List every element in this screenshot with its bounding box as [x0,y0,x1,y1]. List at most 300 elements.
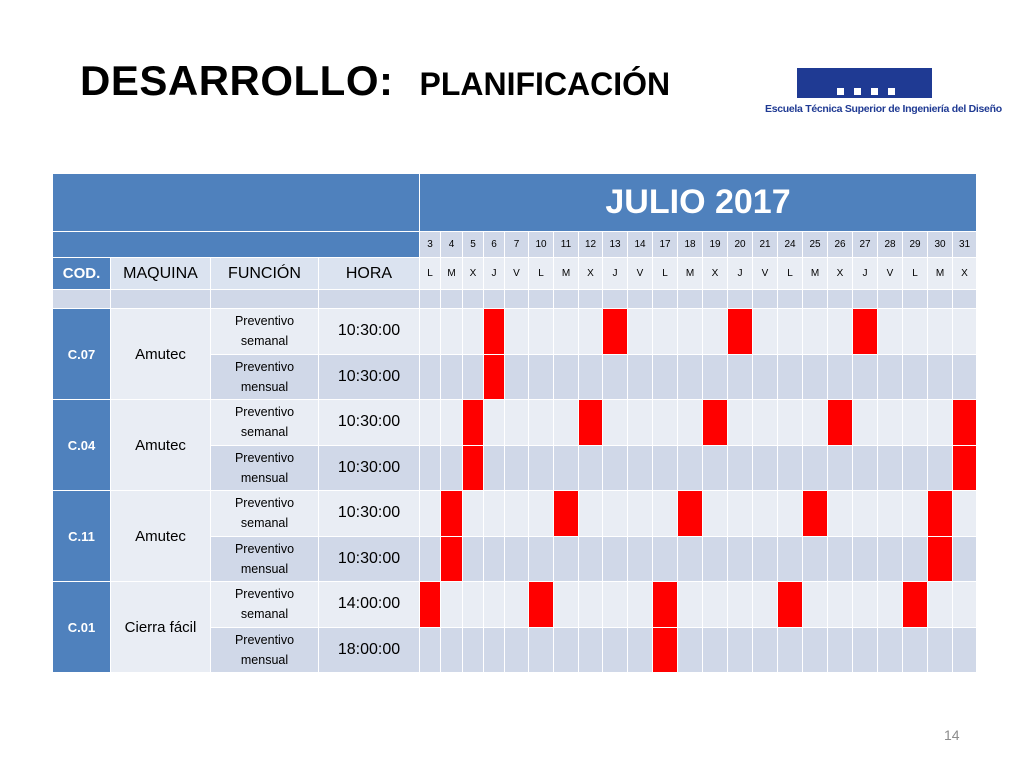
day-cell [678,445,703,491]
time-cell: 10:30:00 [319,491,420,537]
scheduled-day-cell [441,536,463,582]
day-cell [828,627,853,673]
scheduled-day-cell [653,627,678,673]
day-cell [603,536,628,582]
machine-name: Amutec [111,491,211,582]
spacer-cell [579,290,603,309]
machine-code: C.07 [53,309,111,400]
day-cell [928,627,953,673]
day-cell [928,400,953,446]
weekday-letter: X [463,258,484,290]
day-cell [703,627,728,673]
column-header-row [53,258,977,290]
time-cell: 10:30:00 [319,354,420,400]
day-cell [878,445,903,491]
spacer-cell [653,290,678,309]
day-cell [420,400,441,446]
spacer-cell [728,290,753,309]
spacer-cell [678,290,703,309]
day-cell [505,582,529,628]
machine-name: Cierra fácil [111,582,211,673]
header-blank-cell [53,174,420,232]
day-number: 31 [953,232,977,258]
spacer-cell [441,290,463,309]
spacer-cell [778,290,803,309]
day-cell [420,536,441,582]
scheduled-day-cell [828,400,853,446]
day-cell [803,309,828,355]
day-cell [420,445,441,491]
machine-code: C.04 [53,400,111,491]
spacer-cell [703,290,728,309]
day-cell [728,445,753,491]
day-cell [678,582,703,628]
scheduled-day-cell [778,582,803,628]
function-cell: Preventivo mensual [211,536,319,582]
day-cell [463,536,484,582]
day-cell [828,354,853,400]
day-cell [778,491,803,537]
title-main: DESARROLLO: [80,57,394,104]
day-number: 11 [554,232,579,258]
day-cell [441,354,463,400]
schedule-row [53,582,977,628]
scheduled-day-cell [953,400,977,446]
day-cell [703,491,728,537]
day-cell [953,627,977,673]
day-cell [803,627,828,673]
day-cell [554,445,579,491]
day-cell [878,582,903,628]
day-cell [678,400,703,446]
day-cell [628,445,653,491]
day-cell [703,445,728,491]
scheduled-day-cell [703,400,728,446]
time-cell: 10:30:00 [319,400,420,446]
day-cell [953,309,977,355]
spacer-cell [111,290,211,309]
day-cell [803,582,828,628]
day-cell [628,627,653,673]
scheduled-day-cell [463,445,484,491]
spacer-cell [529,290,554,309]
day-cell [505,400,529,446]
day-number: 28 [878,232,903,258]
function-cell: Preventivo mensual [211,445,319,491]
weekday-letter: M [928,258,953,290]
day-cell [778,536,803,582]
day-cell [529,627,554,673]
day-cell [529,536,554,582]
function-cell: Preventivo semanal [211,582,319,628]
day-cell [463,354,484,400]
day-cell [653,445,678,491]
maintenance-schedule-table [52,173,977,673]
day-cell [753,400,778,446]
day-cell [505,491,529,537]
maquina-header: MAQUINA [111,258,211,290]
scheduled-day-cell [603,309,628,355]
day-cell [753,627,778,673]
spacer-cell [603,290,628,309]
day-cell [579,627,603,673]
day-cell [728,491,753,537]
day-cell [678,354,703,400]
logo-text: Escuela Técnica Superior de Ingeniería del Diseño [765,103,1002,115]
spacer-cell [505,290,529,309]
weekday-letter: X [579,258,603,290]
day-cell [853,582,878,628]
day-cell [703,354,728,400]
spacer-cell [628,290,653,309]
weekday-letter: J [853,258,878,290]
day-cell [778,400,803,446]
function-cell: Preventivo mensual [211,627,319,673]
day-number: 24 [778,232,803,258]
day-number: 6 [484,232,505,258]
day-cell [628,309,653,355]
scheduled-day-cell [953,445,977,491]
weekday-letter: L [653,258,678,290]
machine-code: C.01 [53,582,111,673]
day-cell [529,354,554,400]
day-number: 19 [703,232,728,258]
scheduled-day-cell [653,582,678,628]
spacer-cell [484,290,505,309]
day-cell [878,536,903,582]
function-cell: Preventivo mensual [211,354,319,400]
day-cell [529,309,554,355]
day-cell [853,400,878,446]
weekday-letter: M [441,258,463,290]
machine-name: Amutec [111,309,211,400]
day-cell [554,536,579,582]
weekday-letter: X [828,258,853,290]
day-cell [903,309,928,355]
day-cell [753,536,778,582]
weekday-letter: V [505,258,529,290]
day-cell [778,309,803,355]
day-cell [953,582,977,628]
spacer-row [53,290,977,309]
day-cell [441,400,463,446]
scheduled-day-cell [728,309,753,355]
scheduled-day-cell [484,309,505,355]
spacer-cell [928,290,953,309]
weekday-letter: X [703,258,728,290]
logo-building-mark [797,68,932,98]
day-cell [653,354,678,400]
day-cell [554,309,579,355]
day-number: 30 [928,232,953,258]
day-cell [878,627,903,673]
spacer-cell [463,290,484,309]
day-cell [828,445,853,491]
day-number: 12 [579,232,603,258]
weekday-letter: M [678,258,703,290]
day-cell [678,309,703,355]
day-cell [420,627,441,673]
slide-title [80,57,671,104]
day-cell [903,536,928,582]
day-number: 3 [420,232,441,258]
day-cell [505,445,529,491]
day-cell [579,536,603,582]
day-cell [878,354,903,400]
day-number: 26 [828,232,853,258]
day-cell [529,445,554,491]
day-cell [728,354,753,400]
day-cell [753,445,778,491]
cod-header: COD. [53,258,111,290]
day-cell [753,354,778,400]
day-number: 27 [853,232,878,258]
scheduled-day-cell [803,491,828,537]
weekday-letter: J [603,258,628,290]
scheduled-day-cell [928,491,953,537]
day-cell [484,627,505,673]
spacer-cell [853,290,878,309]
day-cell [953,536,977,582]
day-cell [728,536,753,582]
day-cell [529,491,554,537]
scheduled-day-cell [420,582,441,628]
day-cell [505,309,529,355]
day-cell [554,627,579,673]
day-cell [928,354,953,400]
day-cell [828,582,853,628]
day-cell [803,354,828,400]
day-cell [628,354,653,400]
day-cell [603,491,628,537]
scheduled-day-cell [579,400,603,446]
day-cell [803,536,828,582]
day-cell [853,354,878,400]
spacer-cell [803,290,828,309]
day-cell [603,582,628,628]
day-cell [603,627,628,673]
day-cell [579,309,603,355]
weekday-letter: L [903,258,928,290]
day-cell [903,354,928,400]
day-cell [878,309,903,355]
day-cell [903,400,928,446]
day-number: 25 [803,232,828,258]
day-cell [903,627,928,673]
machine-code: C.11 [53,491,111,582]
weekday-letter: L [420,258,441,290]
day-cell [728,627,753,673]
day-cell [463,309,484,355]
weekday-letter: V [628,258,653,290]
function-cell: Preventivo semanal [211,309,319,355]
time-cell: 14:00:00 [319,582,420,628]
day-cell [928,309,953,355]
day-cell [484,445,505,491]
day-number: 17 [653,232,678,258]
scheduled-day-cell [441,491,463,537]
schedule-row [53,491,977,537]
day-cell [728,400,753,446]
month-title: JULIO 2017 [420,174,977,232]
day-cell [678,627,703,673]
time-cell: 10:30:00 [319,536,420,582]
day-cell [579,354,603,400]
time-cell: 18:00:00 [319,627,420,673]
day-cell [628,491,653,537]
day-cell [484,491,505,537]
scheduled-day-cell [678,491,703,537]
day-cell [603,354,628,400]
hora-header: HORA [319,258,420,290]
day-cell [953,491,977,537]
day-cell [653,400,678,446]
machine-name: Amutec [111,400,211,491]
scheduled-day-cell [529,582,554,628]
day-number: 5 [463,232,484,258]
day-cell [703,582,728,628]
weekday-letter: J [484,258,505,290]
day-cell [484,400,505,446]
day-number: 13 [603,232,628,258]
day-cell [628,582,653,628]
scheduled-day-cell [853,309,878,355]
school-logo [765,68,1002,120]
day-cell [853,445,878,491]
day-cell [678,536,703,582]
day-cell [653,536,678,582]
day-cell [420,491,441,537]
day-cell [853,491,878,537]
day-number: 14 [628,232,653,258]
weekday-letter: L [529,258,554,290]
weekday-letter: V [878,258,903,290]
scheduled-day-cell [903,582,928,628]
spacer-cell [420,290,441,309]
day-cell [853,536,878,582]
day-cell [828,309,853,355]
day-cell [928,582,953,628]
day-cell [703,309,728,355]
day-cell [441,627,463,673]
day-cell [463,627,484,673]
scheduled-day-cell [928,536,953,582]
header-blank-cell [53,232,420,258]
day-cell [753,582,778,628]
day-number: 21 [753,232,778,258]
day-cell [484,582,505,628]
day-cell [484,536,505,582]
day-cell [554,354,579,400]
spacer-cell [878,290,903,309]
spacer-cell [554,290,579,309]
day-number: 18 [678,232,703,258]
day-cell [441,582,463,628]
day-cell [903,445,928,491]
spacer-cell [753,290,778,309]
funcion-header: FUNCIÓN [211,258,319,290]
day-cell [505,354,529,400]
day-cell [853,627,878,673]
function-cell: Preventivo semanal [211,491,319,537]
day-cell [603,400,628,446]
day-cell [928,445,953,491]
scheduled-day-cell [554,491,579,537]
scheduled-day-cell [484,354,505,400]
day-cell [554,582,579,628]
day-number: 4 [441,232,463,258]
weekday-letter: X [953,258,977,290]
schedule-row [53,400,977,446]
month-header-row [53,174,977,232]
day-cell [529,400,554,446]
spacer-cell [828,290,853,309]
day-cell [463,582,484,628]
page-number: 14 [944,727,960,743]
function-cell: Preventivo semanal [211,400,319,446]
day-cell [603,445,628,491]
day-cell [778,445,803,491]
day-cell [420,354,441,400]
day-cell [505,627,529,673]
schedule-row [53,309,977,355]
day-cell [803,445,828,491]
spacer-cell [903,290,928,309]
day-cell [753,491,778,537]
time-cell: 10:30:00 [319,309,420,355]
day-cell [878,400,903,446]
day-cell [420,309,441,355]
weekday-letter: V [753,258,778,290]
day-cell [441,445,463,491]
day-cell [953,354,977,400]
day-cell [703,536,728,582]
day-cell [778,627,803,673]
day-cell [505,536,529,582]
spacer-cell [319,290,420,309]
spacer-cell [953,290,977,309]
day-cell [653,309,678,355]
day-cell [778,354,803,400]
day-cell [828,491,853,537]
weekday-letter: L [778,258,803,290]
day-cell [628,536,653,582]
day-number: 7 [505,232,529,258]
time-cell: 10:30:00 [319,445,420,491]
weekday-letter: M [554,258,579,290]
day-cell [653,491,678,537]
day-cell [728,582,753,628]
day-cell [628,400,653,446]
day-cell [579,445,603,491]
day-cell [579,491,603,537]
day-cell [803,400,828,446]
day-number-row [53,232,977,258]
scheduled-day-cell [463,400,484,446]
day-cell [441,309,463,355]
day-cell [753,309,778,355]
day-number: 20 [728,232,753,258]
day-number: 10 [529,232,554,258]
day-cell [463,491,484,537]
weekday-letter: J [728,258,753,290]
weekday-letter: M [803,258,828,290]
spacer-cell [211,290,319,309]
day-cell [903,491,928,537]
day-cell [878,491,903,537]
spacer-cell [53,290,111,309]
day-cell [579,582,603,628]
